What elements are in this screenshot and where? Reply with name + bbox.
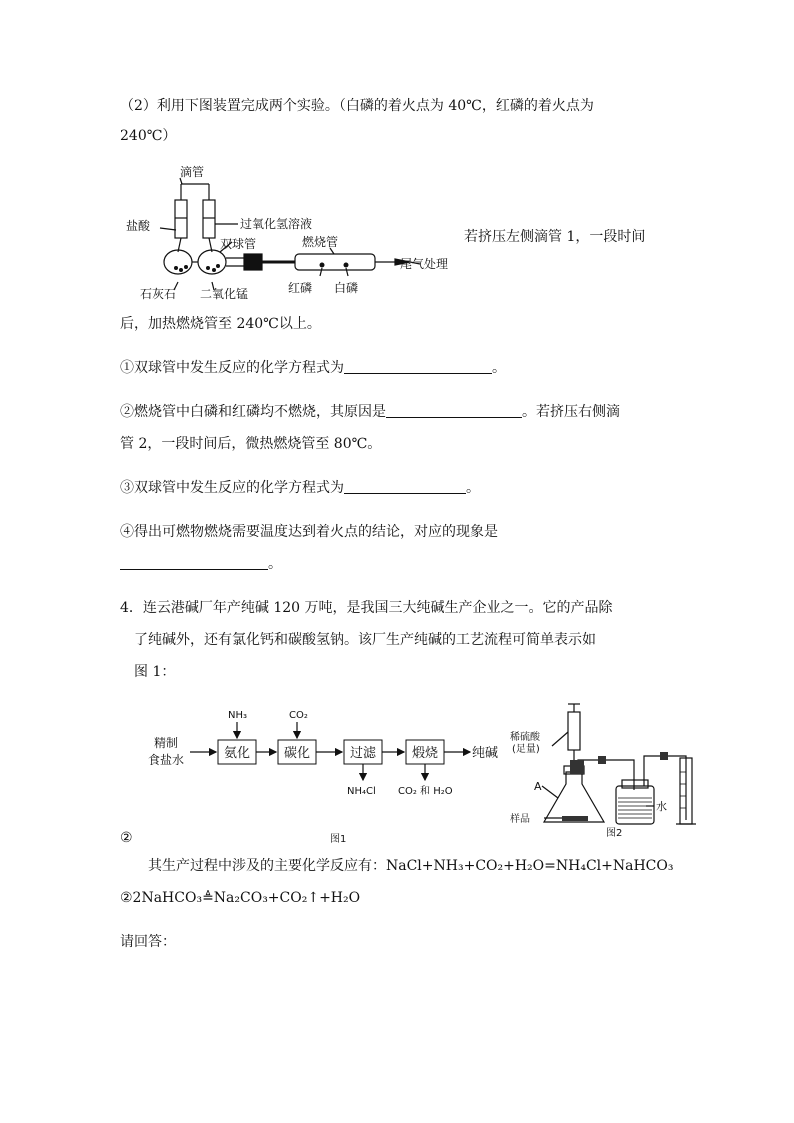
reaction-intro: 其生产过程中涉及的主要化学反应有：NaCl+NH₃+CO₂+H₂O=NH₄Cl+NaHCO₃: [148, 858, 674, 874]
answer-blank-4[interactable]: [120, 555, 268, 570]
flow-input-line1: 精制: [154, 736, 179, 750]
label-red-p: 红磷: [288, 281, 313, 295]
apparatus-diagram: [120, 160, 470, 305]
question-1: ①双球管中发生反应的化学方程式为 。: [120, 360, 506, 376]
question-4-line2: 。: [120, 554, 282, 574]
label-mno2: 二氧化锰: [200, 287, 249, 301]
fig2-caption: 图2: [606, 828, 623, 839]
part2-intro-line1: （2）利用下图装置完成两个实验。（白磷的着火点为 40℃，红磷的着火点为: [120, 98, 594, 114]
process-flow-diagram: [146, 700, 516, 845]
flow-nh4cl: NH₄Cl: [347, 786, 376, 797]
label-dropper: 滴管: [180, 165, 205, 179]
q4-line3: 图 1：: [134, 664, 176, 680]
fig2-sample: 样品: [510, 814, 530, 825]
gas-collection-apparatus: [508, 702, 708, 842]
q4-line2: 了纯碱外，还有氯化钙和碳酸氢钠。该厂生产纯碱的工艺流程可简单表示如: [134, 632, 596, 648]
q4-line1: 4．连云港碱厂年产纯碱 120 万吨，是我国三大纯碱生产企业之一。它的产品除: [120, 600, 613, 616]
flow-step-filtration: 过滤: [350, 746, 377, 761]
flow-input-line2: 食盐水: [148, 753, 185, 767]
flow-step-calcination: 煅烧: [412, 746, 439, 761]
label-combustion-tube: 燃烧管: [302, 235, 339, 249]
flow-output: 纯碱: [472, 746, 499, 761]
marker-2: ②: [120, 830, 133, 846]
fig2-acid-line1: 稀硫酸: [510, 732, 540, 743]
label-limestone: 石灰石: [140, 287, 177, 301]
answer-blank-1[interactable]: [344, 359, 492, 374]
label-hcl: 盐酸: [126, 219, 151, 233]
answer-blank-2[interactable]: [386, 403, 522, 418]
label-exhaust: 尾气处理: [400, 257, 449, 271]
question-2-line2: 管 2，一段时间后，微热燃烧管至 80℃。: [120, 436, 382, 452]
label-double-bulb: 双球管: [220, 237, 257, 251]
flow-step-ammoniation: 氨化: [224, 746, 251, 761]
label-white-p: 白磷: [334, 281, 359, 295]
part2-after-text: 后，加热燃烧管至 240℃以上。: [120, 316, 321, 332]
flow-co2: CO₂: [289, 710, 308, 721]
label-h2o2: 过氧化氢溶液: [240, 217, 313, 231]
flow-step-carbonation: 碳化: [284, 746, 311, 761]
fig2-acid-line2: (足量): [512, 744, 540, 755]
ask-line: 请回答：: [120, 934, 176, 950]
question-4: ④得出可燃物燃烧需要温度达到着火点的结论，对应的现象是: [120, 524, 498, 540]
question-2: ②燃烧管中白磷和红磷均不燃烧，其原因是 。若挤压右侧滴: [120, 404, 620, 420]
fig2-label-a: A: [534, 780, 542, 793]
part2-side-text: 若挤压左侧滴管 1，一段时间: [464, 229, 646, 245]
reaction-2: ②2NaHCO₃≜Na₂CO₃+CO₂↑+H₂O: [120, 890, 361, 906]
fig2-water: 水: [656, 800, 667, 813]
flow-nh3: NH₃: [228, 710, 248, 721]
flow-caption: 图1: [330, 834, 347, 845]
question-3: ③双球管中发生反应的化学方程式为 。: [120, 480, 480, 496]
part2-intro-line2: 240℃）: [120, 128, 177, 144]
flow-co2-h2o: CO₂ 和 H₂O: [398, 786, 453, 797]
answer-blank-3[interactable]: [344, 479, 466, 494]
